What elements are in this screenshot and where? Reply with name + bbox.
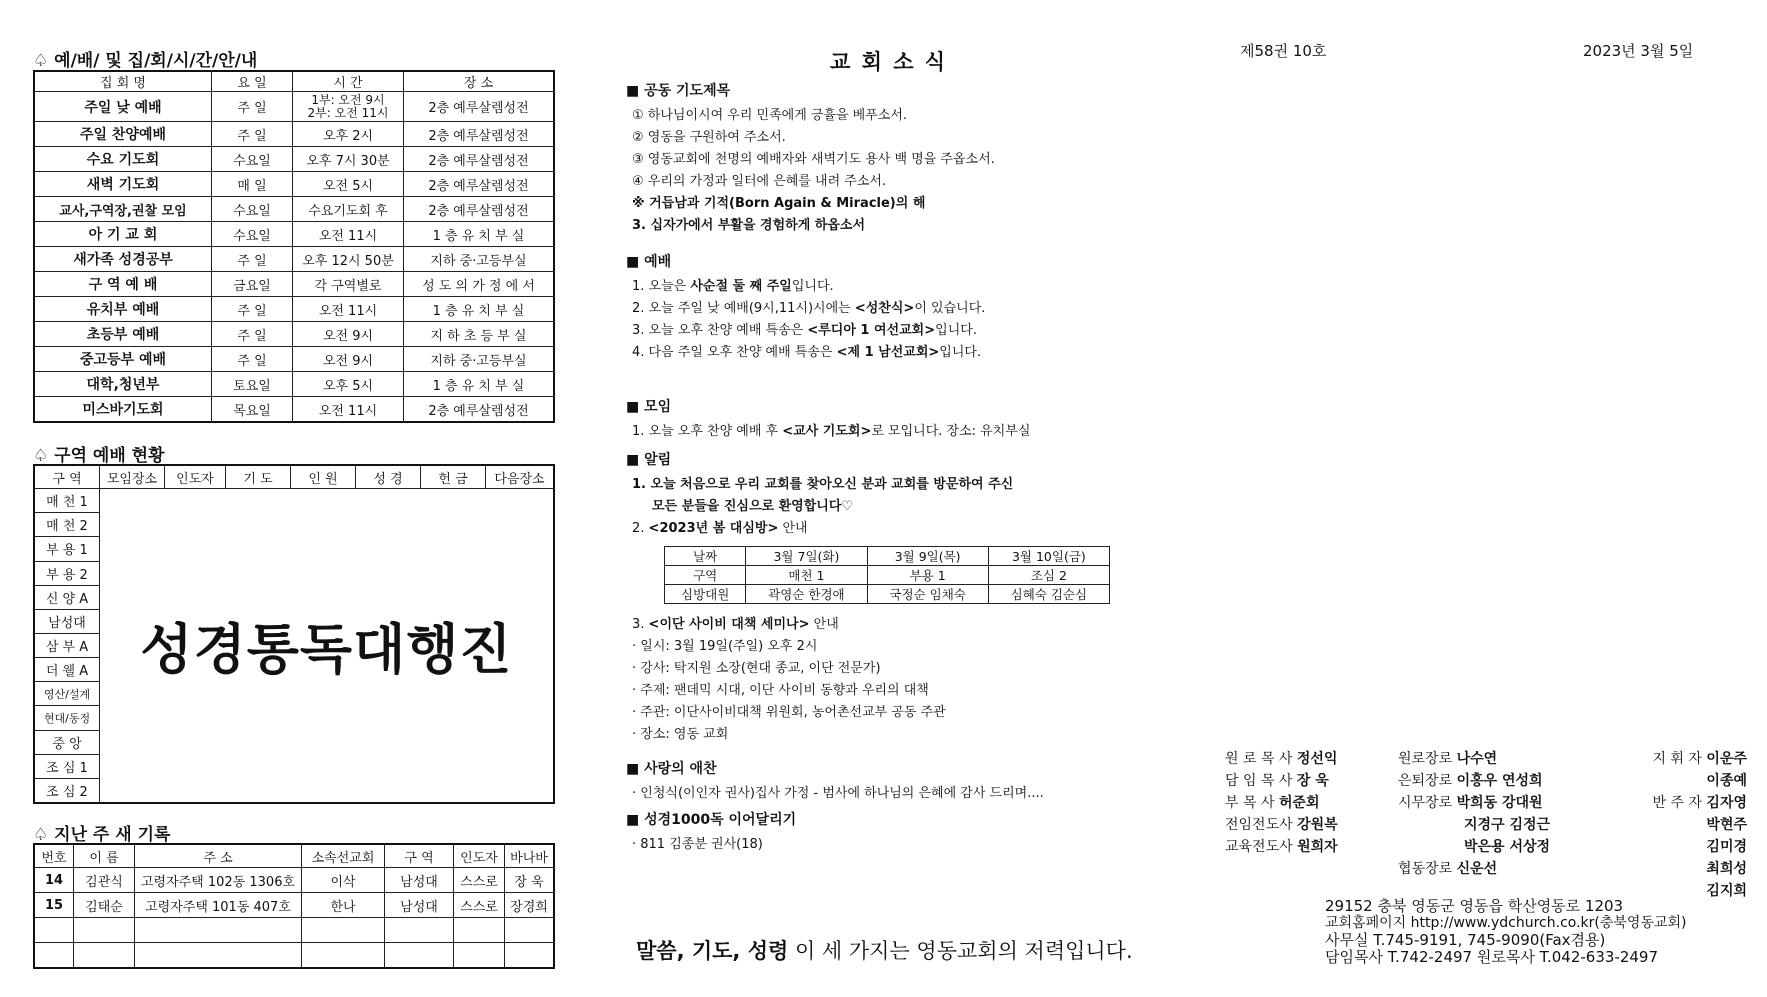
staff-name: 허준회 — [1278, 795, 1320, 811]
meeting-text: 로 모입니다. 장소: 유치부실 — [871, 424, 1031, 439]
staff-role: 교육전도사 — [1225, 839, 1293, 855]
newcomer-address: 고령자주택 102동 1306호 — [135, 868, 302, 893]
staff-name: 지경구 김정근 — [1464, 817, 1551, 833]
newcomer-guide: 스스로 — [454, 868, 505, 893]
staff-entry — [1225, 770, 1338, 792]
district-label: 영산/설계 — [34, 682, 100, 706]
schedule-day: 주 일 — [212, 247, 293, 272]
monthly-prayer: 3. 십자가에서 부활을 경험하게 하옵소서 — [632, 218, 866, 233]
district-label: 부 용 2 — [34, 561, 100, 585]
newcomer-guide — [454, 918, 505, 943]
newcomer-mission: 한나 — [302, 893, 385, 918]
districts-header: 모임장소 — [100, 465, 165, 489]
schedule-row — [34, 147, 554, 172]
district-label: 신 양 A — [34, 585, 100, 609]
staff-role: 은퇴장로 — [1398, 773, 1453, 789]
schedule-header: 시 간 — [293, 71, 404, 92]
schedule-day: 목요일 — [212, 397, 293, 423]
prayer-item: ④ 우리의 가정과 일터에 은혜를 내려 주소서. — [632, 174, 887, 189]
schedule-day: 주 일 — [212, 322, 293, 347]
newcomer-no — [34, 943, 74, 969]
worship-text: 2. 오늘 주일 낮 예배(9시,11시)시에는 — [632, 301, 855, 316]
newcomers-header: 주 소 — [135, 844, 302, 868]
schedule-row — [34, 347, 554, 372]
news-column — [626, 80, 1226, 856]
staff-name: 김지희 — [1706, 883, 1747, 899]
staff-entry — [1225, 748, 1338, 770]
worship-bold: <성찬식> — [854, 301, 915, 316]
bible-item: · 811 김종분 권사(18) — [632, 837, 763, 852]
notice-welcome: 1. 오늘 처음으로 우리 교회를 찾아오신 분과 교회를 방문하여 주신 — [632, 477, 1014, 492]
prayer-item: ① 하나님이시여 우리 민족에게 긍휼을 베푸소서. — [632, 108, 908, 123]
visit-cell: 부용 1 — [867, 566, 988, 585]
seminar-item: · 강사: 탁지원 소장(현대 종교, 이단 전문가) — [632, 661, 881, 676]
schedule-place: 2층 예루살렘성전 — [404, 122, 555, 147]
staff-entry — [1612, 770, 1747, 792]
notice-heading: ■ 알림 — [626, 452, 672, 468]
schedule-name: 새벽 기도회 — [34, 172, 212, 197]
schedule-day: 수요일 — [212, 147, 293, 172]
staff-entry — [1612, 858, 1747, 880]
visit-cell: 조심 2 — [988, 566, 1109, 585]
notice-bold: <이단 사이비 대책 세미나> — [648, 617, 810, 632]
worship-text: 이 있습니다. — [914, 301, 986, 316]
schedule-time: 오후 5시 — [293, 372, 404, 397]
staff-col-music — [1612, 748, 1747, 902]
newcomer-no: 14 — [34, 868, 74, 893]
newcomers-header: 소속선교회 — [302, 844, 385, 868]
staff-role: 반 주 자 — [1652, 795, 1702, 811]
schedule-header: 집 회 명 — [34, 71, 212, 92]
schedule-row — [34, 92, 554, 122]
schedule-day: 주 일 — [212, 297, 293, 322]
staff-entry — [1612, 836, 1747, 858]
newcomer-barnabas: 장 욱 — [505, 868, 555, 893]
worship-bold: <제 1 남선교회> — [836, 345, 940, 360]
schedule-name: 수요 기도회 — [34, 147, 212, 172]
issue-date: 2023년 3월 5일 — [1583, 42, 1694, 60]
meeting-text: 1. 오늘 오후 찬양 예배 후 — [632, 424, 783, 439]
meeting-bold: <교사 기도회> — [782, 424, 872, 439]
schedule-row — [34, 397, 554, 423]
schedule-row — [34, 272, 554, 297]
worship-text: 입니다. — [791, 279, 834, 294]
visit-cell: 3월 9일(목) — [867, 547, 988, 566]
schedule-name: 중고등부 예배 — [34, 347, 212, 372]
staff-role: 시무장로 — [1398, 795, 1453, 811]
newcomers-header: 인도자 — [454, 844, 505, 868]
newcomers-table — [33, 843, 555, 969]
schedule-place: 지 하 초 등 부 실 — [404, 322, 555, 347]
visit-cell: 날짜 — [665, 547, 746, 566]
worship-text: 1. 오늘은 — [632, 279, 691, 294]
schedule-time: 오후 12시 50분 — [293, 247, 404, 272]
districts-overlay-text: 성경통독대행진 — [140, 618, 513, 682]
visit-cell: 3월 10일(금) — [988, 547, 1109, 566]
newcomer-barnabas — [505, 918, 555, 943]
prayer-item: ③ 영동교회에 천명의 예배자와 새벽기도 용사 백 명을 주옵소서. — [632, 152, 995, 167]
district-label: 조 심 2 — [34, 778, 100, 803]
schedule-place: 1 층 유 치 부 실 — [404, 372, 555, 397]
worship-item — [632, 298, 1226, 320]
prayer-item: ② 영동을 구원하여 주소서. — [632, 130, 786, 145]
notice-text: 안내 — [809, 617, 839, 632]
newcomer-mission — [302, 943, 385, 969]
schedule-place: 지하 중·고등부실 — [404, 347, 555, 372]
schedule-name: 초등부 예배 — [34, 322, 212, 347]
schedule-place: 2층 예루살렘성전 — [404, 197, 555, 222]
visit-cell: 3월 7일(화) — [746, 547, 867, 566]
newcomer-name — [74, 918, 135, 943]
newcomer-address: 고령자주택 101동 407호 — [135, 893, 302, 918]
newcomer-row — [34, 893, 554, 918]
schedule-place: 지하 중·고등부실 — [404, 247, 555, 272]
seminar-item: · 장소: 영동 교회 — [632, 727, 729, 742]
staff-name: 정선익 — [1296, 751, 1338, 767]
notice-bold: <2023년 봄 대심방> — [648, 521, 779, 536]
schedule-time: 오후 7시 30분 — [293, 147, 404, 172]
schedule-row — [34, 297, 554, 322]
staff-name: 이종예 — [1706, 773, 1747, 789]
seminar-item: · 일시: 3월 19일(주일) 오후 2시 — [632, 639, 818, 654]
worship-item — [632, 276, 1226, 298]
church-address — [1325, 898, 1686, 966]
districts-header: 구 역 — [34, 465, 100, 489]
worship-heading: ■ 예배 — [626, 254, 672, 270]
newcomers-header: 바나바 — [505, 844, 555, 868]
schedule-time: 오전 11시 — [293, 397, 404, 423]
love-heading: ■ 사랑의 애찬 — [626, 761, 717, 777]
staff-name: 원희자 — [1297, 839, 1338, 855]
newcomer-address — [135, 943, 302, 969]
staff-col-elders — [1398, 748, 1550, 880]
schedule-name: 대학,청년부 — [34, 372, 212, 397]
schedule-time: 1부: 오전 9시 2부: 오전 11시 — [293, 92, 404, 122]
staff-role: 원로장로 — [1398, 751, 1453, 767]
newcomer-mission — [302, 918, 385, 943]
schedule-name: 구 역 예 배 — [34, 272, 212, 297]
schedule-name: 유치부 예배 — [34, 297, 212, 322]
schedule-name: 미스바기도회 — [34, 397, 212, 423]
prayer-heading: ■ 공동 기도제목 — [626, 83, 731, 99]
newcomers-header: 번호 — [34, 844, 74, 868]
address-homepage: 교회홈페이지 http://www.ydchurch.co.kr(충북영동교회) — [1325, 915, 1687, 931]
visit-cell: 심혜숙 김순심 — [988, 585, 1109, 604]
worship-text: 3. 오늘 오후 찬양 예배 특송은 — [632, 323, 808, 338]
staff-entry — [1225, 814, 1338, 836]
newcomer-district: 남성대 — [385, 868, 454, 893]
staff-entry — [1612, 792, 1747, 814]
staff-role: 원 로 목 사 — [1225, 751, 1293, 767]
seminar-item: · 주제: 팬데믹 시대, 이단 사이비 동향과 우리의 대책 — [632, 683, 929, 698]
schedule-time: 오전 5시 — [293, 172, 404, 197]
newcomer-row — [34, 868, 554, 893]
newcomer-no: 15 — [34, 893, 74, 918]
staff-entry — [1225, 792, 1338, 814]
staff-role: 협동장로 — [1398, 861, 1453, 877]
districts-header: 성 경 — [356, 465, 421, 489]
districts-header: 헌 금 — [421, 465, 486, 489]
newcomer-district — [385, 943, 454, 969]
bible-heading: ■ 성경1000독 이어달리기 — [626, 812, 797, 828]
worship-item — [632, 320, 1226, 342]
staff-name: 이홍우 연성희 — [1456, 773, 1543, 789]
schedule-day: 금요일 — [212, 272, 293, 297]
schedule-time: 오전 9시 — [293, 347, 404, 372]
districts-header: 기 도 — [226, 465, 291, 489]
staff-name: 이운주 — [1706, 751, 1747, 767]
schedule-name: 아 기 교 회 — [34, 222, 212, 247]
newcomer-guide — [454, 943, 505, 969]
staff-entry — [1398, 770, 1550, 792]
worship-text: 입니다. — [935, 323, 977, 338]
staff-entry — [1398, 748, 1550, 770]
districts-header: 인도자 — [165, 465, 226, 489]
staff-entry — [1398, 858, 1550, 880]
newcomer-district — [385, 918, 454, 943]
schedule-day: 수요일 — [212, 197, 293, 222]
schedule-row — [34, 172, 554, 197]
motto-text: 이 세 가지는 영동교회의 저력입니다. — [788, 939, 1133, 963]
schedule-row — [34, 372, 554, 397]
visit-table — [664, 546, 1110, 604]
staff-name: 박은용 서상정 — [1464, 839, 1551, 855]
newcomer-name — [74, 943, 135, 969]
district-label: 부 용 1 — [34, 537, 100, 561]
newcomer-barnabas — [505, 943, 555, 969]
districts-table — [33, 464, 555, 804]
staff-entry — [1612, 814, 1747, 836]
schedule-time: 오전 11시 — [293, 222, 404, 247]
visit-cell: 심방대원 — [665, 585, 746, 604]
meeting-heading: ■ 모임 — [626, 399, 672, 415]
staff-entry — [1612, 748, 1747, 770]
schedule-day: 수요일 — [212, 222, 293, 247]
issue-volume: 제58권 10호 — [1240, 42, 1327, 60]
staff-role: 부 목 사 — [1225, 795, 1275, 811]
schedule-day: 주 일 — [212, 122, 293, 147]
district-label: 중 앙 — [34, 730, 100, 754]
address-line: 29152 충북 영동군 영동읍 학산영동로 1203 — [1325, 897, 1624, 915]
schedule-name: 주일 낮 예배 — [34, 92, 212, 122]
newcomers-title: ♤ 지난 주 새 기록 — [33, 825, 171, 845]
schedule-day: 토요일 — [212, 372, 293, 397]
schedule-place: 2층 예루살렘성전 — [404, 92, 555, 122]
visit-cell: 곽영순 한경애 — [746, 585, 867, 604]
schedule-day: 주 일 — [212, 92, 293, 122]
worship-item — [632, 342, 1226, 364]
district-label: 조 심 1 — [34, 754, 100, 778]
schedule-row — [34, 247, 554, 272]
schedule-row — [34, 322, 554, 347]
schedule-place: 2층 예루살렘성전 — [404, 397, 555, 423]
schedule-header: 요 일 — [212, 71, 293, 92]
staff-name: 김미경 — [1706, 839, 1747, 855]
year-theme: ※ 거듭남과 기적(Born Again & Miracle)의 해 — [632, 196, 926, 211]
newcomer-mission: 이삭 — [302, 868, 385, 893]
staff-entry — [1398, 792, 1550, 814]
schedule-day: 매 일 — [212, 172, 293, 197]
worship-text: 입니다. — [939, 345, 982, 360]
schedule-title: ♤ 예/배/ 및 집/회/시/간/안/내 — [33, 51, 258, 71]
schedule-row — [34, 197, 554, 222]
staff-role: 지 휘 자 — [1652, 751, 1702, 767]
staff-name: 장 욱 — [1296, 773, 1329, 789]
schedule-place: 1 층 유 치 부 실 — [404, 297, 555, 322]
district-label: 더 웰 A — [34, 658, 100, 682]
staff-name: 김자영 — [1706, 795, 1747, 811]
schedule-place: 성 도 의 가 정 에 서 — [404, 272, 555, 297]
visit-row — [665, 585, 1110, 604]
worship-bold: 사순절 둘 째 주일 — [690, 279, 792, 294]
schedule-time: 오전 9시 — [293, 322, 404, 347]
district-label: 남성대 — [34, 609, 100, 633]
schedule-time: 오전 11시 — [293, 297, 404, 322]
districts-title: ♤ 구역 예배 현황 — [33, 446, 165, 466]
schedule-header: 장 소 — [404, 71, 555, 92]
schedule-day: 주 일 — [212, 347, 293, 372]
newcomers-header: 이 름 — [74, 844, 135, 868]
notice-text: 3. — [632, 617, 649, 632]
visit-cell: 국정순 임채숙 — [867, 585, 988, 604]
staff-name: 박현주 — [1706, 817, 1747, 833]
staff-col-pastors — [1225, 748, 1338, 858]
newcomer-row — [34, 918, 554, 943]
staff-entry — [1398, 814, 1550, 836]
notice-welcome: 모든 분들을 진심으로 환영합니다♡ — [652, 499, 854, 514]
districts-body — [100, 489, 555, 803]
notice-text: 안내 — [778, 521, 808, 536]
address-phone: 사무실 T.745-9191, 745-9090(Fax겸용) — [1325, 931, 1606, 949]
newcomer-no — [34, 918, 74, 943]
staff-name: 신운선 — [1456, 861, 1498, 877]
schedule-place: 2층 예루살렘성전 — [404, 147, 555, 172]
district-label: 매 천 1 — [34, 489, 100, 513]
staff-role: 전임전도사 — [1225, 817, 1293, 833]
district-label: 삼 부 A — [34, 633, 100, 657]
seminar-item: · 주관: 이단사이비대책 위원회, 농어촌선교부 공동 주관 — [632, 705, 946, 720]
schedule-time: 수요기도회 후 — [293, 197, 404, 222]
district-label: 매 천 2 — [34, 513, 100, 537]
staff-name: 최희성 — [1706, 861, 1747, 877]
meeting-item — [632, 421, 1226, 443]
staff-name: 나수연 — [1456, 751, 1498, 767]
notice-item — [632, 518, 1226, 540]
schedule-name: 주일 찬양예배 — [34, 122, 212, 147]
newcomer-guide: 스스로 — [454, 893, 505, 918]
staff-entry — [1398, 836, 1550, 858]
visit-cell: 매천 1 — [746, 566, 867, 585]
staff-name: 강원복 — [1297, 817, 1338, 833]
newcomer-name: 김관식 — [74, 868, 135, 893]
church-motto — [636, 935, 1133, 965]
staff-role: 담 임 목 사 — [1225, 773, 1293, 789]
worship-text: 4. 다음 주일 오후 찬양 예배 특송은 — [632, 345, 837, 360]
visit-row — [665, 547, 1110, 566]
schedule-table — [33, 70, 555, 423]
schedule-time: 오후 2시 — [293, 122, 404, 147]
newcomer-district: 남성대 — [385, 893, 454, 918]
staff-entry — [1225, 836, 1338, 858]
newcomers-header: 구 역 — [385, 844, 454, 868]
motto-bold: 말씀, 기도, 성령 — [636, 939, 789, 963]
schedule-row — [34, 122, 554, 147]
district-label: 현대/동정 — [34, 706, 100, 730]
love-item: · 인청식(이인자 권사)집사 가정 - 범사에 하나님의 은혜에 감사 드리며.... — [632, 786, 1044, 801]
schedule-time: 각 구역별로 — [293, 272, 404, 297]
schedule-row — [34, 222, 554, 247]
worship-bold: <루디아 1 여선교회> — [807, 323, 936, 338]
newcomer-name: 김태순 — [74, 893, 135, 918]
newcomer-row — [34, 943, 554, 969]
page-title: 교 회 소 식 — [830, 50, 948, 74]
newcomer-address — [135, 918, 302, 943]
staff-name: 박희동 강대원 — [1456, 795, 1543, 811]
address-pastor-phone: 담임목사 T.742-2497 원로목사 T.042-633-2497 — [1325, 948, 1659, 966]
notice-item — [632, 614, 1226, 636]
districts-header: 인 원 — [291, 465, 356, 489]
schedule-name: 교사,구역장,권찰 모임 — [34, 197, 212, 222]
schedule-place: 2층 예루살렘성전 — [404, 172, 555, 197]
visit-cell: 구역 — [665, 566, 746, 585]
visit-row — [665, 566, 1110, 585]
notice-text: 2. — [632, 521, 649, 536]
districts-header: 다음장소 — [486, 465, 555, 489]
newcomer-barnabas: 장경희 — [505, 893, 555, 918]
schedule-name: 새가족 성경공부 — [34, 247, 212, 272]
schedule-place: 1 층 유 치 부 실 — [404, 222, 555, 247]
